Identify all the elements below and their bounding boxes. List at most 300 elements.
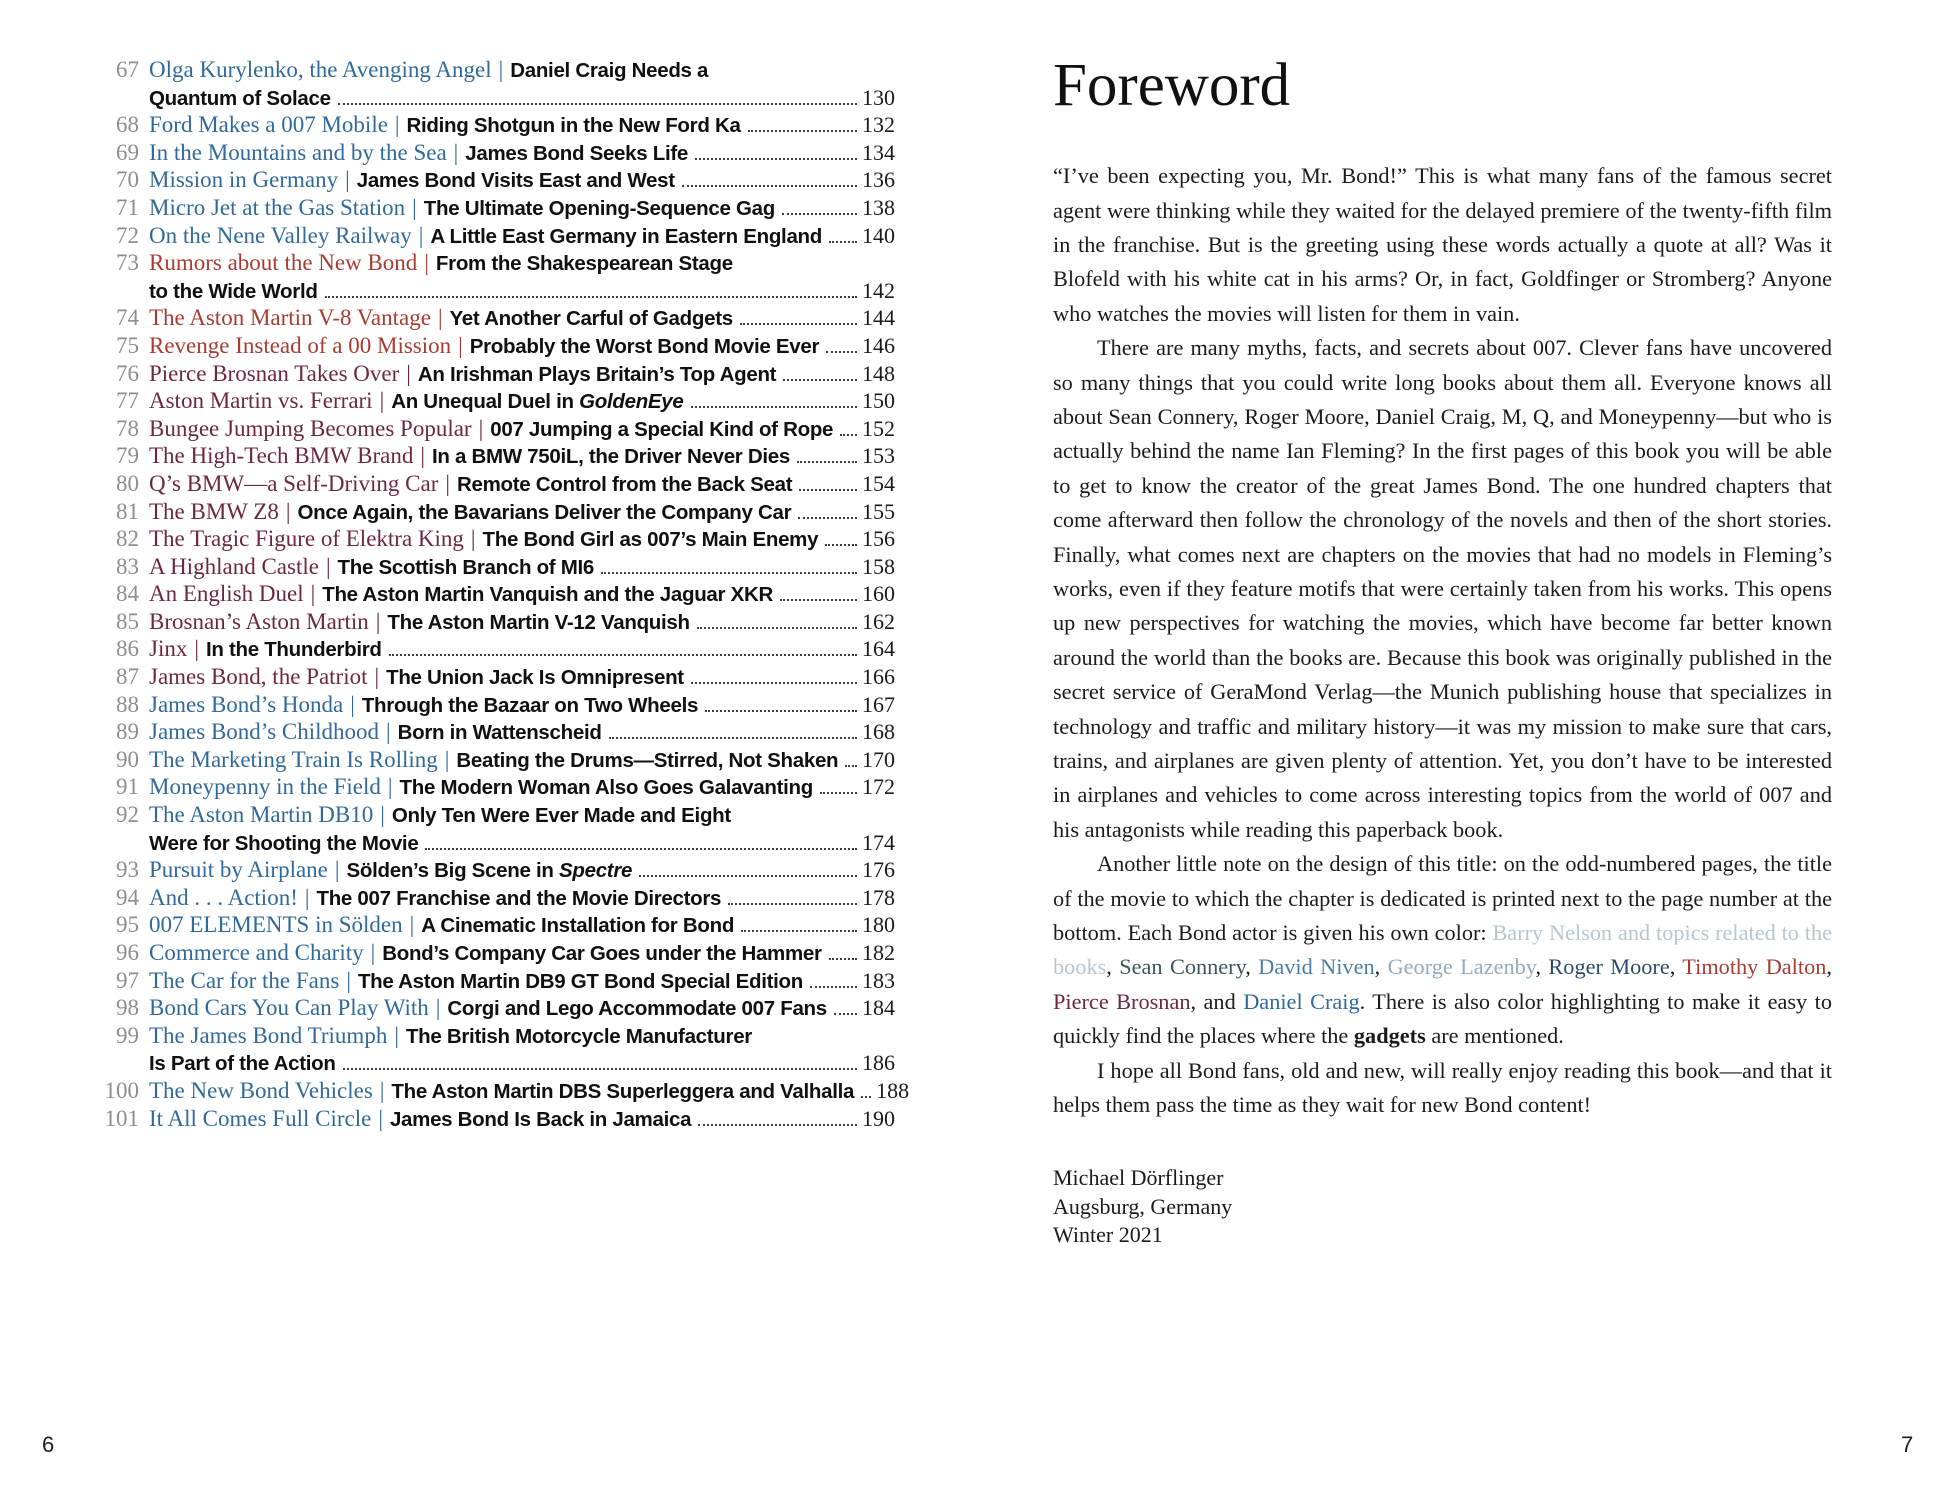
toc-entry-title: In the Mountains and by the Sea [149, 139, 447, 165]
toc-entry-line [149, 1050, 895, 1076]
toc-entry [93, 554, 895, 582]
toc-entry-line [149, 1077, 910, 1104]
toc-entry-line [149, 167, 895, 193]
toc-entry-pagenum: 158 [862, 553, 895, 579]
toc-entry-line [149, 85, 895, 111]
toc-entry [93, 526, 895, 554]
toc-entry-line [149, 636, 895, 662]
toc-entry-title: Pierce Brosnan Takes Over [149, 360, 400, 386]
toc-entry-subtitle: The Bond Girl as 007’s Main Enemy [482, 528, 819, 552]
toc-entry-number: 90 [116, 746, 139, 772]
toc-entry-pagenum: 164 [862, 636, 895, 662]
toc-entry-separator: | [435, 995, 441, 1021]
toc-entry-subtitle: An Irishman Plays Britain’s Top Agent [417, 362, 777, 386]
toc-entry-number: 100 [104, 1077, 139, 1103]
toc-entry-line [149, 361, 895, 387]
toc-entry-pagenum: 182 [862, 940, 895, 965]
page-number-right: 7 [1901, 1432, 1914, 1457]
toc-entry-line [149, 388, 895, 414]
toc-entry-title: The Aston Martin V-8 Vantage [149, 305, 431, 331]
toc-entry-subtitle: Beating the Drums—Stirred, Not Shaken [456, 748, 839, 772]
toc-entry-title: Jinx [149, 636, 188, 662]
toc-entry [93, 995, 895, 1023]
foreword-signature [1053, 1164, 1832, 1250]
toc-entry-title: It All Comes Full Circle [149, 1105, 372, 1131]
toc-entry-separator: | [378, 1105, 383, 1131]
toc-entry-subtitle: Through the Bazaar on Two Wheels [361, 693, 699, 717]
toc-entry-subtitle: Were for Shooting the Movie [149, 831, 419, 855]
toc-entry-pagenum: 183 [862, 967, 895, 993]
toc-entry [93, 443, 895, 471]
toc-entry-subtitle: Born in Wattenscheid [397, 721, 602, 745]
toc-entry [93, 968, 895, 996]
toc-entry [93, 305, 895, 333]
toc-entry [93, 940, 895, 968]
toc-entry-line [149, 140, 895, 166]
paragraph-text: . There is also color highlighting to make it easy to quickly find the places where the [1053, 988, 1833, 1049]
toc-entry-title: An English Duel [149, 581, 304, 607]
toc-dotted-leader [338, 103, 857, 105]
toc-entry-pagenum: 174 [862, 829, 895, 855]
foreword-paragraph [1053, 159, 1832, 331]
toc-entry-line [149, 278, 895, 304]
toc-entry-pagenum: 148 [862, 360, 895, 386]
toc-entry-number: 69 [116, 139, 139, 165]
toc-entry-subtitle: From the Shakespearean Stage [435, 252, 733, 276]
toc-entry-pagenum: 178 [862, 884, 895, 910]
toc-entry-number: 72 [116, 222, 139, 248]
toc-entry-number: 97 [116, 967, 139, 993]
toc-entry-number: 91 [116, 774, 139, 800]
toc-entry-number: 84 [116, 581, 139, 607]
paragraph-text: are mentioned. [1425, 1023, 1564, 1049]
toc-entry-line [149, 719, 895, 745]
toc-entry-separator: | [334, 857, 340, 883]
toc-dotted-leader [741, 930, 857, 932]
toc-entry-separator: | [406, 360, 411, 386]
toc-entry-line [149, 499, 895, 525]
toc-entry-subtitle: Bond’s Company Car Goes under the Hammer [382, 942, 822, 965]
signature-date: Winter 2021 [1053, 1222, 1163, 1248]
toc-entry-title: James Bond’s Childhood [149, 719, 380, 745]
toc-entry-line [149, 1023, 895, 1049]
toc-entry-separator: | [445, 470, 450, 496]
toc-entry-separator: | [478, 415, 484, 441]
toc-entry-pagenum: 153 [862, 443, 895, 469]
toc-entry-pagenum: 184 [862, 995, 895, 1021]
toc-entry-separator: | [418, 222, 424, 248]
toc-entry-pagenum: 134 [862, 139, 895, 165]
foreword-paragraph [1053, 1054, 1832, 1123]
toc-entry-title: The Car for the Fans [149, 967, 340, 993]
paragraph-text: “I’ve been expecting you, Mr. Bond!” This is what many fans of the famous secret agent were thinking while they waited for the delayed premiere of the twenty-fifth film in the franchise. But is the greeting using these words actually a quote at all? Was it Blofeld with his white cat in his arms? Or, in fact, Goldfinger or Stromberg? Anyone who watches the movies will listen for them in vain. [1053, 163, 1832, 326]
toc-entry-subtitle: Daniel Craig Needs a [510, 59, 709, 82]
toc-dotted-leader [799, 489, 857, 491]
toc-dotted-leader [325, 296, 857, 298]
toc-dotted-leader [782, 213, 857, 215]
toc-entry-separator: | [375, 608, 381, 634]
toc-entry-subtitle: Probably the Worst Bond Movie Ever [469, 334, 820, 358]
toc-entry [93, 636, 895, 664]
signature-place: Augsburg, Germany [1053, 1193, 1233, 1219]
paragraph-text: , [1535, 954, 1549, 980]
toc-entry-title: Mission in Germany [149, 167, 339, 193]
toc-entry-subtitle: James Bond Is Back in Jamaica [389, 1107, 692, 1131]
toc-entry-number: 73 [116, 250, 139, 276]
toc-dotted-leader [861, 1096, 871, 1098]
toc-entry-title: 007 ELEMENTS in Sölden [149, 912, 403, 938]
toc-entry [93, 581, 895, 609]
toc-entry-pagenum: 170 [862, 746, 895, 772]
toc-entry-separator: | [470, 526, 476, 552]
toc-entry-line [149, 830, 895, 856]
paragraph-text: , [1245, 954, 1259, 980]
toc-entry-subtitle: to the Wide World [149, 279, 318, 303]
toc-entry-separator: | [458, 332, 463, 358]
toc-entry-separator: | [350, 691, 355, 717]
toc-entry-line [149, 747, 895, 773]
toc-entry-subtitle: A Little East Germany in Eastern England [430, 224, 822, 248]
signature-author: Michael Dörflinger [1053, 1165, 1224, 1191]
toc-entry-separator: | [374, 664, 380, 690]
toc-entry-number: 95 [116, 912, 139, 938]
toc-entry [93, 857, 895, 885]
toc-entry-pagenum: 146 [862, 332, 895, 358]
toc-dotted-leader [698, 1124, 857, 1126]
toc-dotted-leader [740, 323, 857, 325]
toc-entry-number: 92 [116, 802, 139, 828]
toc-entry-number: 74 [116, 305, 139, 331]
actor-name-dalton: Timothy Dalton [1682, 954, 1827, 980]
toc-entry-title: Bungee Jumping Becomes Popular [149, 415, 472, 441]
toc-entry-subtitle-italic: Spectre [559, 859, 633, 883]
toc-entry-number: 101 [104, 1105, 139, 1131]
toc-entry-separator: | [345, 167, 350, 193]
toc-entry-pagenum: 150 [862, 388, 895, 414]
toc-dotted-leader [705, 710, 857, 712]
toc-entry-separator: | [194, 636, 199, 662]
toc-entry-subtitle: The Aston Martin Vanquish and the Jaguar XKR [322, 583, 773, 607]
toc-dotted-leader [425, 848, 857, 850]
toc-entry-title: The Aston Martin DB10 [149, 802, 374, 828]
toc-list [93, 57, 910, 1133]
toc-entry-line [149, 995, 895, 1021]
toc-entry-number: 93 [116, 857, 139, 883]
toc-dotted-leader [601, 572, 857, 574]
paragraph-text: , [1106, 954, 1120, 980]
actor-name-connery: Sean Connery [1119, 954, 1246, 980]
foreword-paragraph [1053, 331, 1832, 847]
toc-entry-number: 82 [116, 526, 139, 552]
toc-entry-title: Bond Cars You Can Play With [149, 995, 429, 1021]
toc-entry-subtitle: Only Ten Were Ever Made and Eight [391, 804, 731, 828]
toc-entry-number: 67 [116, 57, 139, 82]
foreword-paragraph [1053, 847, 1832, 1053]
toc-entry-number: 88 [116, 691, 139, 717]
toc-entry-pagenum: 130 [862, 84, 895, 110]
toc-entry [93, 912, 895, 940]
toc-entry-number: 81 [116, 498, 139, 524]
toc-entry-title: Aston Martin vs. Ferrari [149, 388, 373, 414]
toc-entry-line [149, 223, 895, 249]
toc-entry-number: 96 [116, 940, 139, 965]
toc-entry-pagenum: 155 [862, 498, 895, 524]
toc-entry [93, 1023, 895, 1051]
toc-entry-number: 83 [116, 553, 139, 579]
highlight-term: gadgets [1353, 1023, 1426, 1049]
toc-dotted-leader [829, 958, 857, 960]
toc-entry-subtitle: James Bond Visits East and West [356, 169, 675, 193]
toc-entry-number: 80 [116, 470, 139, 496]
toc-entry-title: Moneypenny in the Field [149, 774, 381, 800]
toc-entry-line [149, 526, 895, 552]
actor-name-nelson: Barry Nelson and topics related to the books [1053, 920, 1832, 980]
toc-entry [93, 223, 895, 251]
toc-dotted-leader [840, 434, 857, 436]
actor-name-moore: Roger Moore [1548, 954, 1670, 980]
toc-entry-separator: | [453, 139, 459, 165]
toc-entry-line [149, 692, 895, 718]
toc-entry [93, 692, 895, 720]
toc-entry-pagenum: 188 [876, 1077, 910, 1103]
toc-entry-line [149, 1106, 895, 1132]
toc-entry-separator: | [387, 774, 393, 800]
toc-dotted-leader [810, 986, 857, 988]
toc-entry-line [149, 802, 895, 828]
toc-entry-subtitle: The Aston Martin DBS Superleggera and Valhalla [391, 1079, 855, 1103]
toc-entry-number: 68 [116, 112, 139, 138]
toc-entry-separator: | [370, 940, 376, 965]
toc-entry [93, 471, 895, 499]
toc-entry-separator: | [409, 912, 415, 938]
toc-entry-separator: | [285, 498, 291, 524]
toc-entry-title: Olga Kurylenko, the Avenging Angel [149, 57, 492, 82]
toc-dotted-leader [826, 351, 857, 353]
toc-entry-line [149, 968, 895, 994]
toc-entry-subtitle: The Modern Woman Also Goes Galavanting [399, 776, 813, 800]
toc-entry-pagenum: 144 [862, 305, 895, 331]
toc-entry-number: 70 [116, 167, 139, 193]
toc-entry-separator: | [380, 802, 385, 828]
toc-entry-pagenum: 152 [862, 415, 895, 441]
toc-dotted-leader [783, 379, 857, 381]
toc-entry-line [149, 250, 895, 276]
toc-entry-pagenum: 142 [862, 277, 895, 303]
toc-entry-title: And . . . Action! [149, 884, 298, 910]
toc-entry [93, 167, 895, 195]
actor-name-lazenby: George Lazenby [1387, 954, 1536, 980]
toc-entry [93, 802, 895, 830]
toc-entry-separator: | [379, 388, 385, 414]
toc-entry-subtitle: In a BMW 750iL, the Driver Never Dies [431, 445, 790, 469]
toc-entry-separator: | [424, 250, 429, 276]
toc-entry [93, 416, 895, 444]
toc-entry-title: The Tragic Figure of Elektra King [149, 526, 464, 552]
paragraph-text: I hope all Bond fans, old and new, will really enjoy reading this book—and that it helps them pass the time as they wait for new Bond content! [1053, 1057, 1832, 1118]
toc-dotted-leader [609, 737, 857, 739]
toc-entry-line [149, 857, 895, 883]
toc-entry-number: 78 [116, 415, 139, 441]
toc-entry-pagenum: 186 [862, 1050, 895, 1076]
toc-entry [93, 499, 895, 527]
toc-entry-separator: | [437, 305, 443, 331]
toc-entry-continuation [93, 278, 895, 306]
toc-entry-pagenum: 166 [862, 664, 895, 690]
toc-entry-subtitle: An Unequal Duel in GoldenEye [391, 390, 684, 414]
toc-entry-subtitle: Riding Shotgun in the New Ford Ka [406, 114, 741, 138]
toc-entry-title: The James Bond Triumph [149, 1022, 388, 1048]
toc-entry-pagenum: 162 [862, 608, 895, 634]
toc-entry-line [149, 581, 895, 607]
toc-entry-subtitle: Sölden’s Big Scene in Spectre [346, 859, 633, 883]
toc-entry-pagenum: 156 [862, 526, 895, 552]
toc-dotted-leader [797, 461, 857, 463]
toc-entry-line [149, 416, 895, 442]
toc-entry-title: Brosnan’s Aston Martin [149, 608, 369, 634]
toc-entry-pagenum: 190 [862, 1105, 895, 1131]
toc-entry-subtitle: Remote Control from the Back Seat [457, 472, 793, 496]
toc-entry-pagenum: 136 [862, 167, 895, 193]
toc-entry-number: 77 [116, 388, 139, 414]
toc-entry [93, 361, 895, 389]
toc-entry-subtitle: Quantum of Solace [149, 86, 331, 110]
toc-entry-separator: | [498, 57, 504, 82]
toc-entry [93, 609, 895, 637]
toc-entry [93, 250, 895, 278]
toc-entry-continuation [93, 1050, 895, 1078]
toc-entry [93, 719, 895, 747]
toc-entry-subtitle: The British Motorcycle Manufacturer [405, 1024, 752, 1048]
toc-entry-subtitle: James Bond Seeks Life [465, 141, 688, 165]
toc-dotted-leader [639, 875, 857, 877]
toc-dotted-leader [834, 1013, 857, 1015]
toc-dotted-leader [691, 682, 857, 684]
paragraph-text: Another little note on the design of this title: on the odd-numbered pages, the title of the movie to which the chapter is dedicated is printed next to the page number at the bottom. Each Bond actor is given his own color: [1053, 851, 1832, 946]
toc-entry-title: The New Bond Vehicles [149, 1077, 373, 1103]
toc-dotted-leader [691, 406, 858, 408]
toc-entry-subtitle-italic: GoldenEye [579, 390, 684, 414]
toc-entry-separator: | [444, 746, 450, 772]
toc-dotted-leader [389, 654, 857, 656]
toc-entry-separator: | [394, 112, 400, 138]
toc-entry-separator: | [379, 1077, 385, 1103]
toc-entry-pagenum: 138 [862, 194, 895, 220]
toc-entry-title: James Bond, the Patriot [149, 664, 368, 690]
toc-entry-line [149, 554, 895, 580]
toc-entry-line [149, 112, 895, 138]
toc-entry-number: 94 [116, 884, 139, 910]
toc-entry [93, 112, 895, 140]
toc-entry-separator: | [346, 967, 351, 993]
foreword-body [1053, 159, 1832, 1122]
toc-entry-separator: | [325, 553, 331, 579]
toc-entry [93, 1077, 910, 1106]
toc-entry-subtitle: Corgi and Lego Accommodate 007 Fans [447, 997, 827, 1021]
toc-entry-subtitle: The Union Jack Is Omnipresent [386, 666, 684, 690]
toc-entry-subtitle: The 007 Franchise and the Movie Directors [316, 886, 722, 910]
toc-entry-title: Ford Makes a 007 Mobile [149, 112, 388, 138]
toc-entry [93, 333, 895, 361]
toc-entry-title: The Marketing Train Is Rolling [149, 746, 438, 772]
toc-entry-subtitle: The Aston Martin DB9 GT Bond Special Edition [357, 969, 803, 993]
toc-entry-subtitle: The Ultimate Opening-Sequence Gag [423, 196, 775, 220]
toc-dotted-leader [845, 765, 857, 767]
toc-entry-title: Revenge Instead of a 00 Mission [149, 332, 452, 358]
toc-entry [93, 885, 895, 913]
page-number-left: 6 [42, 1432, 55, 1457]
toc-entry-pagenum: 140 [862, 222, 895, 248]
toc-entry-line [149, 195, 895, 221]
toc-entry-subtitle: The Aston Martin V-12 Vanquish [387, 610, 690, 634]
toc-entry [93, 57, 895, 85]
toc-dotted-leader [343, 1068, 857, 1070]
toc-entry-number: 71 [116, 194, 139, 220]
toc-entry-separator: | [420, 443, 425, 469]
toc-entry-title: James Bond’s Honda [149, 691, 344, 717]
toc-entry-line [149, 333, 895, 359]
paragraph-text: , and [1190, 988, 1244, 1014]
toc-entry-pagenum: 168 [862, 719, 895, 745]
toc-entry-number: 87 [116, 664, 139, 690]
toc-entry-line [149, 471, 895, 497]
toc-entry [93, 1106, 895, 1134]
toc-entry-separator: | [394, 1022, 399, 1048]
toc-entry-line [149, 609, 895, 635]
toc-entry-subtitle: Is Part of the Action [149, 1052, 336, 1076]
toc-entry-line [149, 305, 895, 331]
toc-entry-title: Q’s BMW—a Self-Driving Car [149, 470, 439, 496]
toc-entry-title: Commerce and Charity [149, 940, 364, 965]
toc-dotted-leader [780, 599, 857, 601]
toc-entry-continuation [93, 85, 895, 113]
toc-entry-title: On the Nene Valley Railway [149, 222, 412, 248]
toc-dotted-leader [820, 792, 857, 794]
toc-entry [93, 664, 895, 692]
toc-entry-subtitle: 007 Jumping a Special Kind of Rope [490, 417, 834, 441]
toc-dotted-leader [697, 627, 857, 629]
actor-name-brosnan: Pierce Brosnan [1053, 988, 1191, 1014]
toc-entry [93, 388, 895, 416]
toc-entry-number: 75 [116, 332, 139, 358]
paragraph-text: There are many myths, facts, and secrets about 007. Clever fans have uncovered so many things that you could write long books about them all. Everyone knows all about Sean Connery, Roger Moore, Daniel Craig, M, Q, and Moneypenny—but who is actually behind the name Ian Fleming? In the first pages of this book you will be able to get to know the creator of the great James Bond. The one hundred chapters that come afterward then follow the chronology of the novels and then of the short stories. Finally, what comes next are chapters on the movies that had no models in Fleming’s works, even if they feature motifs that were certainly taken from his works. This opens up new perspectives for watching the movies, which have become far better known around the world than the books are. Because this book was originally published in the secret service of GeraMond Verlag—the Munich publishing house that specializes in technology and traffic and military history—it was my mission to make sure that cars, trains, and airplanes are given plenty of attention. Yet, you don’t have to be interested in airplanes and vehicles to come across interesting topics from the world of 007 and his antagonists while reading this paperback book. [1053, 335, 1832, 842]
toc-entry-line [149, 443, 895, 469]
toc-entry-subtitle: The Scottish Branch of MI6 [337, 555, 594, 579]
toc-entry-subtitle: Once Again, the Bavarians Deliver the Company Car [297, 500, 792, 524]
toc-entry-pagenum: 167 [862, 691, 895, 717]
toc-entry-number: 79 [116, 443, 139, 469]
toc-entry-subtitle: In the Thunderbird [205, 638, 382, 662]
toc-entry-line [149, 940, 895, 966]
toc-entry [93, 774, 895, 802]
toc-entry-title: A Highland Castle [149, 553, 319, 579]
paragraph-text: , [1374, 954, 1388, 980]
paragraph-text: , [1669, 954, 1683, 980]
actor-name-niven: David Niven [1258, 954, 1375, 980]
toc-dotted-leader [748, 130, 857, 132]
toc-entry [93, 140, 895, 168]
toc-entry-number: 89 [116, 719, 139, 745]
toc-entry-separator: | [310, 581, 316, 607]
toc-entry-pagenum: 160 [862, 581, 895, 607]
toc-entry-separator: | [412, 194, 417, 220]
toc-dotted-leader [728, 903, 857, 905]
toc-entry-line [149, 885, 895, 911]
toc-entry-pagenum: 132 [862, 112, 895, 138]
toc-entry [93, 195, 895, 223]
toc-dotted-leader [829, 241, 857, 243]
toc-entry-pagenum: 176 [862, 857, 895, 883]
toc-dotted-leader [695, 158, 857, 160]
